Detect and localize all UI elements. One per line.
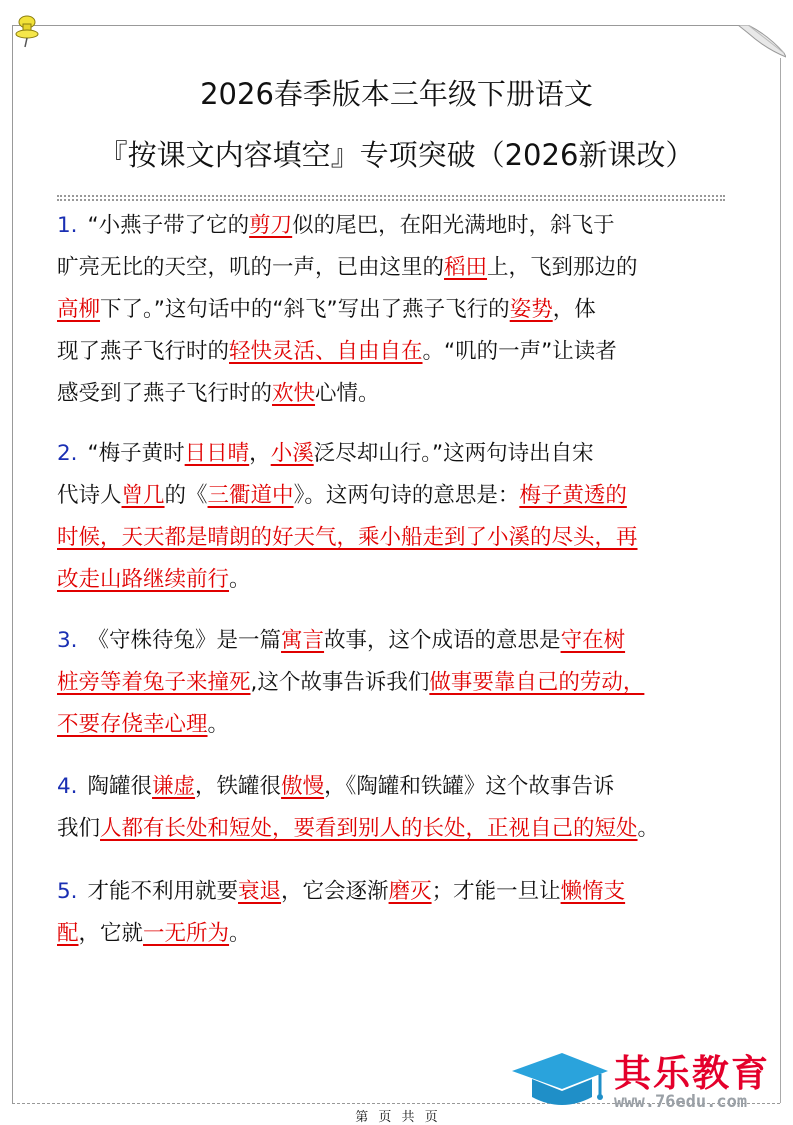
question-text: ，铁罐很	[195, 774, 282, 799]
question-line	[57, 205, 747, 247]
question-text: ，	[249, 441, 271, 466]
answer-text: 剪刀	[249, 213, 293, 238]
question-line	[57, 808, 747, 850]
answer-text: 日日晴	[184, 441, 250, 466]
answer-text: 一无所为	[143, 921, 230, 946]
question-number: 1.	[57, 213, 78, 238]
question-line	[57, 433, 747, 475]
question-number: 5.	[57, 879, 78, 904]
page-border-left	[12, 25, 13, 1103]
question-number: 2.	[57, 441, 78, 466]
question-text: ，体	[552, 297, 596, 322]
question-text: 。“叽的一声”让读者	[422, 339, 617, 364]
question-text: ,这个故事告诉我们	[250, 670, 430, 695]
question-4	[57, 766, 747, 850]
question-text: 感受到了燕子飞行时的	[57, 381, 273, 406]
question-text: ，《陶罐和铁罐》这个故事告诉	[324, 774, 615, 799]
question-3	[57, 620, 747, 746]
question-line	[57, 247, 747, 289]
answer-text: 谦虚	[152, 774, 196, 799]
page-subtitle: 『按课文内容填空』专项突破（2026新课改）	[98, 138, 695, 172]
question-text: 。	[229, 921, 251, 946]
question-line	[57, 475, 747, 517]
question-line	[57, 913, 747, 955]
question-text: 才能不利用就要	[87, 879, 239, 904]
question-line	[57, 559, 747, 601]
question-5	[57, 871, 747, 955]
question-text: 。	[229, 567, 251, 592]
answer-text: 高柳	[57, 297, 101, 322]
answer-text: 寓言	[281, 628, 325, 653]
question-line	[57, 373, 747, 415]
question-text: 》。这两句诗的意思是：	[293, 483, 520, 508]
question-text: 心情。	[315, 381, 380, 406]
question-text: 旷亮无比的天空，叽的一声，已由这里的	[57, 255, 445, 280]
page-curl-icon	[738, 25, 786, 61]
answer-text: 小溪	[270, 441, 314, 466]
question-text: “小燕子带了它的	[87, 213, 250, 238]
answer-text: 守在树	[560, 628, 626, 653]
question-line	[57, 620, 747, 662]
answer-text: 梅子黄透的	[519, 483, 627, 508]
answer-text: 三衢道中	[207, 483, 294, 508]
answer-text: 不要存侥幸心理	[57, 712, 208, 737]
answer-text: 桩旁等着兔子来撞死	[57, 670, 251, 695]
answer-text: 姿势	[509, 297, 553, 322]
question-text: “梅子黄时	[87, 441, 185, 466]
question-text: 的《	[164, 483, 208, 508]
question-text: 现了燕子飞行时的	[57, 339, 230, 364]
question-text: 。	[207, 712, 230, 737]
question-text: 下了。”这句话中的“斜飞”写出了燕子飞行的	[100, 297, 510, 322]
question-text: 似的尾巴，在阳光满地时，斜飞于	[292, 213, 615, 238]
page-title: 2026春季版本三年级下册语文	[200, 77, 593, 111]
brand-logo	[510, 1043, 792, 1113]
question-line	[57, 331, 747, 373]
answer-text: 轻快灵活、自由自在	[229, 339, 423, 364]
answer-text: 衰退	[238, 879, 282, 904]
question-1	[57, 205, 747, 415]
question-text: 故事，这个成语的意思是	[324, 628, 561, 653]
answer-text: 改走山路继续前行	[57, 567, 230, 592]
answer-text: 时候，天天都是晴朗的好天气，乘小船走到了小溪的尽头，再	[57, 525, 638, 550]
question-text: 。	[637, 816, 660, 841]
question-text: ；才能一旦让	[431, 879, 561, 904]
answer-text: 曾几	[121, 483, 165, 508]
question-text: 我们	[57, 816, 101, 841]
question-line	[57, 704, 747, 746]
question-text: 泛尽却山行。”这两句诗出自宋	[313, 441, 594, 466]
question-text: 《守株待兔》是一篇	[87, 628, 282, 653]
page-footer: 第 页 共 页	[355, 1110, 438, 1125]
pushpin-icon	[14, 14, 40, 48]
answer-text: 人都有长处和短处，要看到别人的长处，正视自己的短处	[100, 816, 638, 841]
question-2	[57, 433, 747, 601]
answer-text: 稻田	[444, 255, 488, 280]
question-number: 4.	[57, 774, 78, 799]
answer-text: 磨灭	[388, 879, 432, 904]
title-divider	[57, 195, 725, 201]
question-line	[57, 662, 747, 704]
graduation-cap-icon	[510, 1047, 610, 1113]
question-text: 陶罐很	[87, 774, 153, 799]
question-text: 代诗人	[57, 483, 122, 508]
answer-text: 欢快	[272, 381, 316, 406]
question-number: 3.	[57, 628, 78, 653]
page-border-right	[780, 58, 781, 1103]
answer-text: 傲慢	[281, 774, 325, 799]
answer-text: 配	[57, 921, 79, 946]
question-line	[57, 871, 747, 913]
question-text: 上，飞到那边的	[487, 255, 638, 280]
answer-text: 做事要靠自己的劳动，	[429, 670, 645, 695]
question-line	[57, 289, 747, 331]
brand-name: 其乐教育	[614, 1052, 770, 1095]
question-line	[57, 517, 747, 559]
question-text: ，它会逐渐	[281, 879, 389, 904]
page-border-top	[12, 25, 748, 26]
brand-url: www.76edu.com	[614, 1092, 748, 1112]
answer-text: 懒惰支	[560, 879, 626, 904]
question-line	[57, 766, 747, 808]
question-text: ，它就	[78, 921, 144, 946]
